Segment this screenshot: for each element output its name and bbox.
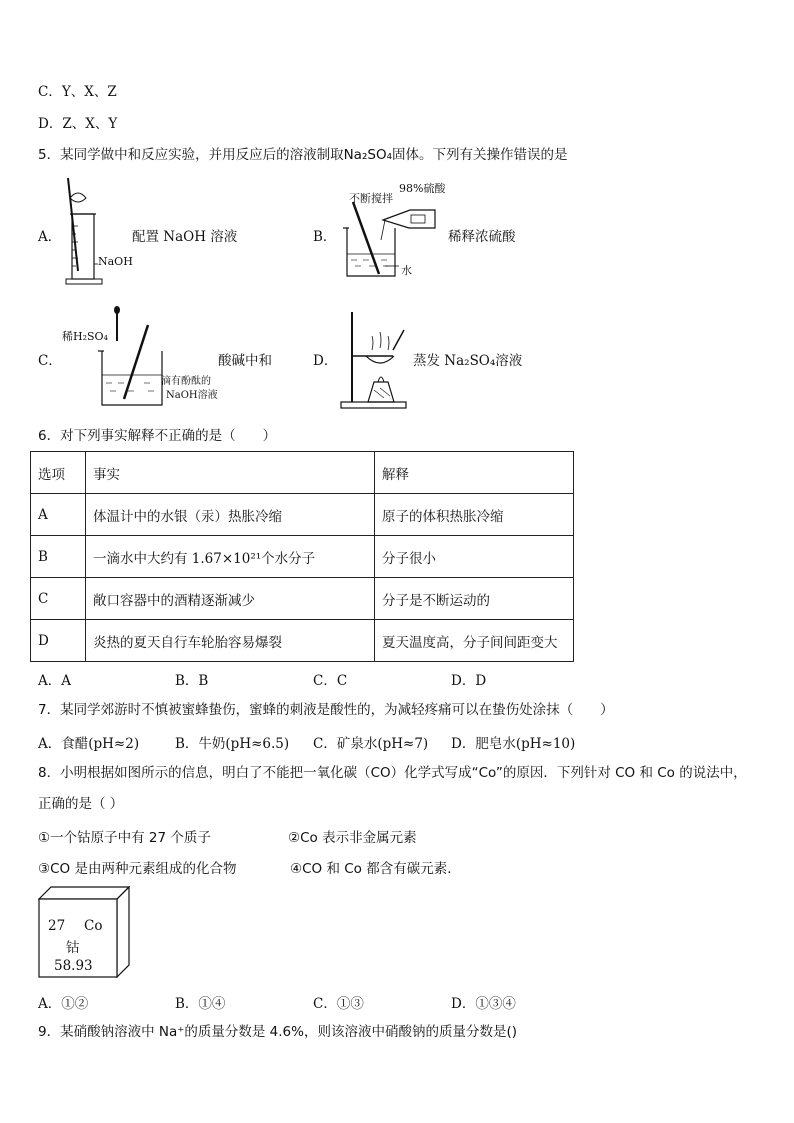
q8-statement-1: ①一个钴原子中有 27 个质子: [38, 830, 211, 846]
q8-option-a: A．①②: [38, 996, 89, 1012]
table-cell: 炎热的夏天自行车轮胎容易爆裂: [86, 620, 375, 662]
q7-option-b: B．牛奶(pH≈6.5): [175, 736, 290, 752]
q4-option-c: C．Y、X、Z: [38, 84, 117, 100]
water-figure-label: 水: [401, 264, 412, 277]
q5-c-letter: C．: [38, 353, 62, 369]
q6-option-b: B．B: [175, 673, 209, 689]
q8-statement-3: ③CO 是由两种元素组成的化合物: [38, 861, 237, 877]
q5-a-letter: A．: [38, 229, 62, 245]
acid-98-figure-label: 98%硫酸: [399, 182, 446, 195]
naoh-solution-figure-label: NaOH溶液: [166, 390, 218, 401]
atomic-number: 27: [48, 918, 66, 934]
table-cell: A: [31, 494, 86, 536]
q8-option-d: D．①③④: [451, 996, 516, 1012]
table-header-cell: 解释: [375, 452, 574, 494]
q5-a-text: 配置 NaOH 溶液: [132, 229, 238, 245]
table-cell: C: [31, 578, 86, 620]
table-row: [31, 620, 574, 662]
q7-option-d: D．肥皂水(pH≈10): [451, 736, 576, 752]
q6-option-a: A．A: [38, 673, 71, 689]
q5-b-text: 稀释浓硫酸: [448, 229, 516, 245]
facts-table: [30, 451, 574, 662]
element-cobalt-card: [38, 886, 130, 978]
graduated-cylinder-figure: [62, 176, 137, 286]
q5-b-letter: B．: [313, 229, 337, 245]
q5-d-letter: D．: [313, 353, 338, 369]
q9-stem: 9．某硝酸钠溶液中 Na⁺的质量分数是 4.6%，则该溶液中硝酸钠的质量分数是(): [38, 1024, 517, 1040]
table-cell: 分子很小: [375, 536, 574, 578]
q7-option-c: C．矿泉水(pH≈7): [313, 736, 429, 752]
q8-option-c: C．①③: [313, 996, 364, 1012]
q8-statement-4: ④CO 和 Co 都含有碳元素．: [290, 861, 461, 877]
table-row: [31, 494, 574, 536]
q5-c-text: 酸碱中和: [218, 353, 272, 369]
table-cell: 原子的体积热胀冷缩: [375, 494, 574, 536]
table-cell: 一滴水中大约有 1.67×10²¹个水分子: [86, 536, 375, 578]
table-row: [31, 536, 574, 578]
dilute-h2so4-figure-label: 稀H₂SO₄: [62, 330, 108, 343]
table-header-cell: 选项: [31, 452, 86, 494]
table-cell: 体温计中的水银（汞）热胀冷缩: [86, 494, 375, 536]
q8-stem-line2: 正确的是（ ）: [38, 796, 124, 812]
table-row: [31, 578, 574, 620]
evaporation-figure: [338, 310, 413, 410]
q8-statement-2: ②Co 表示非金属元素: [288, 830, 417, 846]
q7-option-a: A．食醋(pH≈2): [38, 736, 140, 752]
table-cell: 夏天温度高，分子间间距变大: [375, 620, 574, 662]
q8-stem-line1: 8．小明根据如图所示的信息，明白了不能把一氧化碳（CO）化学式写成“Co”的原因．下列针对 CO 和 Co 的说法中，: [38, 765, 747, 781]
stir-figure-label: 不断搅拌: [349, 192, 393, 205]
q8-option-b: B．①④: [175, 996, 226, 1012]
table-cell: B: [31, 536, 86, 578]
q5-stem: 5．某同学做中和反应实验，并用反应后的溶液制取Na₂SO₄固体。下列有关操作错误的是: [38, 147, 568, 163]
q5-d-text: 蒸发 Na₂SO₄溶液: [413, 353, 523, 369]
element-symbol: Co: [84, 918, 103, 934]
q4-option-d: D．Z、X、Y: [38, 116, 118, 132]
table-cell: D: [31, 620, 86, 662]
q6-option-c: C．C: [313, 673, 348, 689]
atomic-mass: 58.93: [54, 958, 93, 974]
q7-stem: 7．某同学郊游时不慎被蜜蜂蛰伤，蜜蜂的刺液是酸性的，为减轻疼痛可以在蛰伤处涂抹（ ）: [38, 702, 614, 718]
element-name: 钴: [66, 940, 80, 956]
table-header-row: [31, 452, 574, 494]
naoh-figure-label: NaOH: [98, 255, 133, 268]
phenolphthalein-figure-label: 滴有酚酞的: [161, 376, 211, 387]
table-cell: 分子是不断运动的: [375, 578, 574, 620]
table-cell: 敞口容器中的酒精逐渐减少: [86, 578, 375, 620]
q6-option-d: D．D: [451, 673, 487, 689]
q6-stem: 6．对下列事实解释不正确的是（ ）: [38, 428, 277, 444]
table-header-cell: 事实: [86, 452, 375, 494]
